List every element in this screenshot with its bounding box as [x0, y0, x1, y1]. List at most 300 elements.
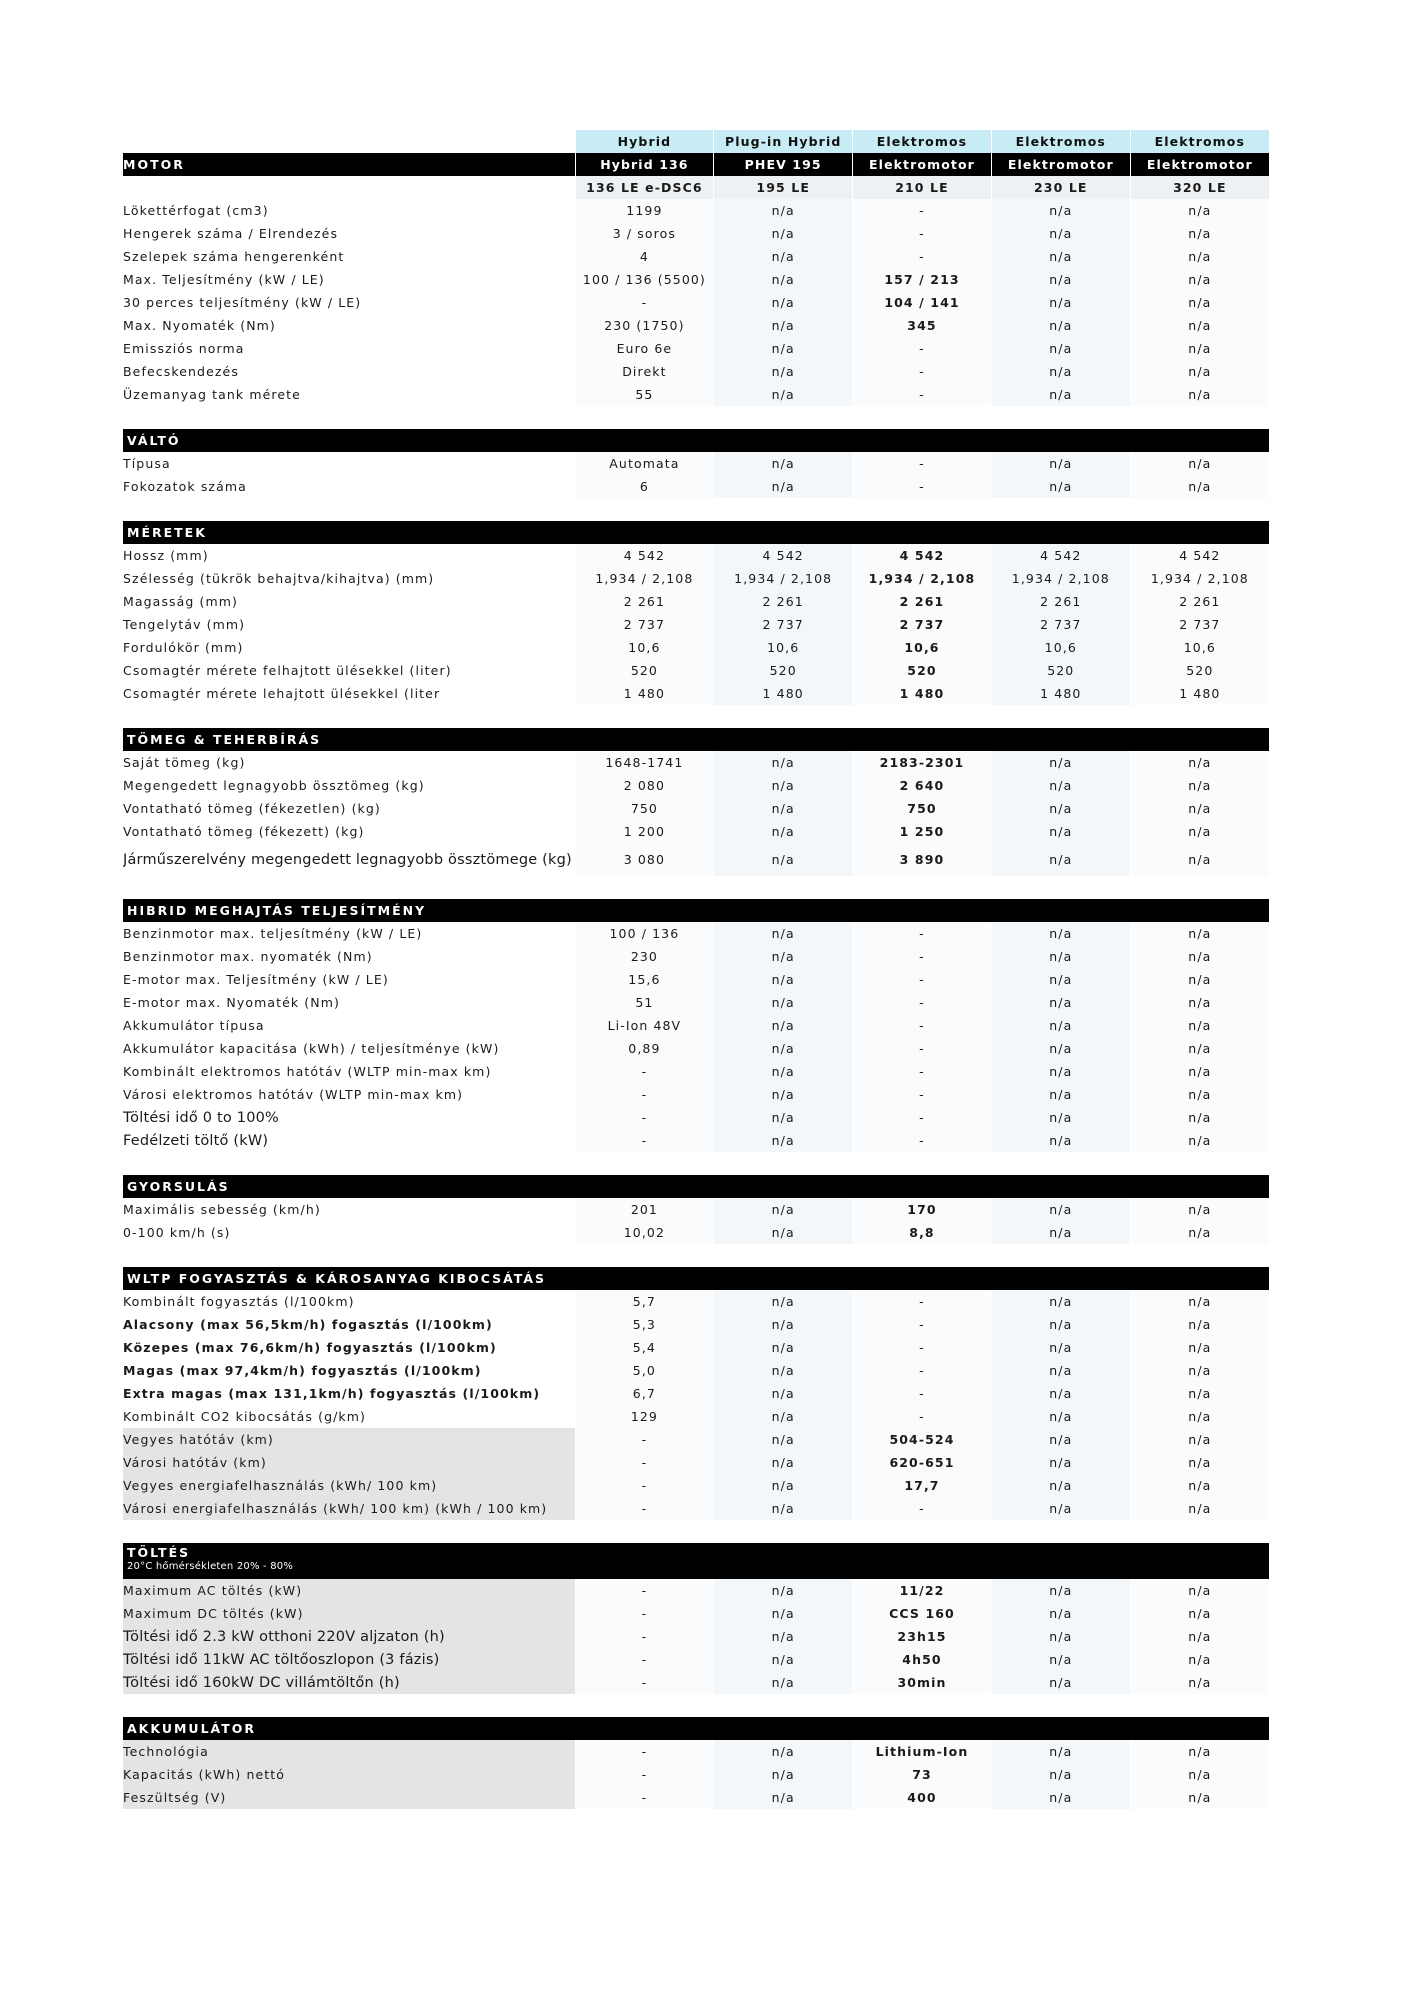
spec-label: Töltési idő 0 to 100% [123, 1109, 280, 1126]
spec-value: n/a [1130, 291, 1269, 314]
spec-value: n/a [714, 291, 853, 314]
spec-value: n/a [991, 314, 1130, 337]
spec-value: 157 / 213 [853, 268, 992, 291]
spec-value: 0,89 [575, 1037, 714, 1060]
spec-label: Tengelytáv (mm) [123, 617, 246, 632]
spec-value: 2 737 [853, 613, 992, 636]
spec-value: 6 [575, 475, 714, 498]
spec-value: 1199 [575, 199, 714, 222]
spec-value: n/a [1130, 751, 1269, 774]
section-spacer [123, 1244, 1269, 1267]
spec-value: n/a [714, 1290, 853, 1313]
spec-value: 10,02 [575, 1221, 714, 1244]
spec-value: 17,7 [853, 1474, 992, 1497]
spec-row [123, 820, 1269, 843]
power-header-blank [123, 176, 575, 199]
spec-value: n/a [991, 383, 1130, 406]
spec-value: 8,8 [853, 1221, 992, 1244]
section-header-cell [123, 1175, 1269, 1198]
spec-value: n/a [991, 1625, 1130, 1648]
spec-value: n/a [1130, 1497, 1269, 1520]
power-header-row [123, 176, 1269, 199]
spec-value: n/a [1130, 199, 1269, 222]
spec-value: 100 / 136 [575, 922, 714, 945]
category-cell: Elektromos [1130, 130, 1269, 153]
section-header [123, 429, 1269, 452]
spec-row [123, 360, 1269, 383]
spec-row [123, 1428, 1269, 1451]
spec-label: Max. Nyomaték (Nm) [123, 318, 276, 333]
spec-label: Fordulókör (mm) [123, 640, 244, 655]
section-header-cell [123, 899, 1269, 922]
spec-value: n/a [991, 991, 1130, 1014]
spec-value: n/a [714, 1382, 853, 1405]
spec-label: 30 perces teljesítmény (kW / LE) [123, 295, 362, 310]
spec-value: n/a [714, 1060, 853, 1083]
spec-value: n/a [1130, 245, 1269, 268]
section-header [123, 1543, 1269, 1579]
spec-row [123, 590, 1269, 613]
specification-table-body [123, 130, 1269, 1809]
model-header-row [123, 153, 1269, 176]
spec-value: - [853, 1313, 992, 1336]
spec-value: n/a [991, 199, 1130, 222]
spec-label: E-motor max. Nyomaték (Nm) [123, 995, 340, 1010]
spec-row [123, 1625, 1269, 1648]
spec-value: 73 [853, 1763, 992, 1786]
spec-value: n/a [714, 1474, 853, 1497]
spec-value: Automata [575, 452, 714, 475]
spec-value: n/a [1130, 1037, 1269, 1060]
spec-value: - [575, 1602, 714, 1625]
spec-label: Hengerek száma / Elrendezés [123, 226, 339, 241]
spec-value: 2 261 [714, 590, 853, 613]
spec-value: - [853, 475, 992, 498]
spec-value: 5,7 [575, 1290, 714, 1313]
spec-value: n/a [1130, 1198, 1269, 1221]
spec-value: n/a [1130, 820, 1269, 843]
spec-row [123, 268, 1269, 291]
spec-value: n/a [991, 1106, 1130, 1129]
category-cell: Elektromos [991, 130, 1130, 153]
spec-value: 2 640 [853, 774, 992, 797]
spec-value: - [853, 245, 992, 268]
spec-value: 2 737 [714, 613, 853, 636]
spec-value: 3 / soros [575, 222, 714, 245]
spec-row [123, 1497, 1269, 1520]
section-header-cell [123, 1717, 1269, 1740]
spec-value: n/a [1130, 1313, 1269, 1336]
spec-row [123, 452, 1269, 475]
spec-value: - [853, 452, 992, 475]
spec-value: 10,6 [575, 636, 714, 659]
spec-label: Vontatható tömeg (fékezett) (kg) [123, 824, 365, 839]
spec-value: - [575, 1625, 714, 1648]
spec-value: n/a [714, 1405, 853, 1428]
category-cell: Plug-in Hybrid [714, 130, 853, 153]
spec-value: n/a [714, 1648, 853, 1671]
section-spacer [123, 1152, 1269, 1175]
spec-value: - [575, 1129, 714, 1152]
spec-label: Városi elektromos hatótáv (WLTP min-max km) [123, 1087, 464, 1102]
spec-value: 1 250 [853, 820, 992, 843]
spec-value: 5,4 [575, 1336, 714, 1359]
spec-value: n/a [991, 222, 1130, 245]
spec-row [123, 245, 1269, 268]
spec-value: 4 542 [853, 544, 992, 567]
spec-value: 170 [853, 1198, 992, 1221]
spec-value: - [575, 1579, 714, 1602]
spec-value: n/a [1130, 968, 1269, 991]
spec-value: n/a [714, 1579, 853, 1602]
spec-value: n/a [714, 1451, 853, 1474]
spec-value: 520 [991, 659, 1130, 682]
spec-label: Maximum AC töltés (kW) [123, 1579, 575, 1602]
spec-label: Közepes (max 76,6km/h) fogyasztás (l/100km) [123, 1340, 497, 1355]
spec-label: Akkumulátor kapacitása (kWh) / teljesítménye (kW) [123, 1041, 500, 1056]
spec-value: 4 542 [991, 544, 1130, 567]
spec-value: n/a [714, 797, 853, 820]
section-header-cell [123, 728, 1269, 751]
spec-value: 3 080 [575, 843, 714, 876]
section-spacer [123, 876, 1269, 899]
spec-value: 10,6 [714, 636, 853, 659]
spec-label: Kombinált fogyasztás (l/100km) [123, 1294, 355, 1309]
spec-label: Megengedett legnagyobb össztömeg (kg) [123, 778, 425, 793]
spec-row [123, 1336, 1269, 1359]
spec-value: n/a [714, 1671, 853, 1694]
spec-value: n/a [991, 1763, 1130, 1786]
spec-value: n/a [1130, 475, 1269, 498]
spec-value: 104 / 141 [853, 291, 992, 314]
spec-value: Lithium-Ion [853, 1740, 992, 1763]
model-cell: Hybrid 136 [575, 153, 714, 176]
spec-value: n/a [991, 968, 1130, 991]
spec-value: 750 [853, 797, 992, 820]
section-spacer-cell [123, 1152, 1269, 1175]
spec-value: - [853, 1290, 992, 1313]
spec-value: n/a [991, 1428, 1130, 1451]
spec-value: n/a [714, 1129, 853, 1152]
spec-value: n/a [1130, 314, 1269, 337]
spec-row [123, 659, 1269, 682]
spec-value: n/a [1130, 452, 1269, 475]
specification-table [123, 130, 1269, 1809]
spec-value: 100 / 136 (5500) [575, 268, 714, 291]
spec-value: - [575, 1451, 714, 1474]
spec-value: 520 [853, 659, 992, 682]
spec-value: n/a [1130, 1625, 1269, 1648]
spec-label: E-motor max. Teljesítmény (kW / LE) [123, 972, 389, 987]
spec-label: Max. Teljesítmény (kW / LE) [123, 272, 325, 287]
spec-row [123, 968, 1269, 991]
spec-value: n/a [1130, 1451, 1269, 1474]
spec-label: Benzinmotor max. teljesítmény (kW / LE) [123, 926, 423, 941]
spec-row [123, 1451, 1269, 1474]
section-title: WLTP FOGYASZTÁS & KÁROSANYAG KIBOCSÁTÁS [127, 1271, 547, 1286]
spec-value: 10,6 [991, 636, 1130, 659]
spec-value: n/a [714, 1037, 853, 1060]
spec-value: n/a [991, 751, 1130, 774]
spec-value: n/a [991, 1451, 1130, 1474]
spec-value: n/a [714, 1083, 853, 1106]
section-spacer-cell [123, 406, 1269, 429]
category-cell: Hybrid [575, 130, 714, 153]
section-header [123, 521, 1269, 544]
section-spacer-cell [123, 1520, 1269, 1543]
spec-value: n/a [1130, 1221, 1269, 1244]
category-header-row [123, 130, 1269, 153]
spec-value: 620-651 [853, 1451, 992, 1474]
spec-value: n/a [991, 1740, 1130, 1763]
spec-value: - [853, 337, 992, 360]
section-subtitle: 20°C hőmérsékleten 20% - 80% [127, 1561, 294, 1572]
model-cell: Elektromotor [991, 153, 1130, 176]
spec-value: n/a [991, 1405, 1130, 1428]
spec-value: n/a [714, 1497, 853, 1520]
spec-value: 750 [575, 797, 714, 820]
section-spacer-cell [123, 498, 1269, 521]
spec-row [123, 1221, 1269, 1244]
spec-value: 1 480 [714, 682, 853, 705]
spec-row [123, 1763, 1269, 1786]
spec-value: n/a [991, 475, 1130, 498]
spec-row [123, 544, 1269, 567]
spec-value: n/a [991, 1037, 1130, 1060]
spec-value: n/a [1130, 1763, 1269, 1786]
spec-value: n/a [1130, 1382, 1269, 1405]
section-title: HIBRID MEGHAJTÁS TELJESÍTMÉNY [127, 903, 427, 918]
spec-value: 1 480 [853, 682, 992, 705]
spec-value: 2 261 [575, 590, 714, 613]
spec-value: n/a [714, 1359, 853, 1382]
spec-value: n/a [991, 1198, 1130, 1221]
spec-value: 55 [575, 383, 714, 406]
spec-value: n/a [714, 314, 853, 337]
power-cell: 320 LE [1130, 176, 1269, 199]
spec-value: n/a [714, 843, 853, 876]
spec-row [123, 291, 1269, 314]
spec-value: n/a [1130, 1671, 1269, 1694]
spec-value: 1,934 / 2,108 [714, 567, 853, 590]
spec-value: 230 [575, 945, 714, 968]
spec-row [123, 991, 1269, 1014]
spec-value: - [853, 1037, 992, 1060]
spec-label: Töltési idő 11kW AC töltőoszlopon (3 fázis) [123, 1648, 575, 1671]
section-spacer [123, 1694, 1269, 1717]
spec-label: Feszültség (V) [123, 1786, 575, 1809]
spec-value: - [575, 1763, 714, 1786]
spec-value: 51 [575, 991, 714, 1014]
spec-row [123, 751, 1269, 774]
spec-label: Alacsony (max 56,5km/h) fogasztás (l/100km) [123, 1317, 493, 1332]
spec-row [123, 636, 1269, 659]
section-spacer [123, 1520, 1269, 1543]
spec-value: - [575, 291, 714, 314]
spec-value: n/a [991, 337, 1130, 360]
spec-label: Típusa [123, 456, 171, 471]
spec-value: n/a [714, 1625, 853, 1648]
spec-value: n/a [991, 1602, 1130, 1625]
section-spacer-cell [123, 1694, 1269, 1717]
spec-label: Fedélzeti töltő (kW) [123, 1132, 269, 1149]
spec-row [123, 199, 1269, 222]
spec-value: 1,934 / 2,108 [575, 567, 714, 590]
spec-row [123, 1129, 1269, 1152]
spec-value: 2 080 [575, 774, 714, 797]
spec-value: 1 480 [991, 682, 1130, 705]
spec-row [123, 1290, 1269, 1313]
spec-value: n/a [991, 1359, 1130, 1382]
spec-value: 1,934 / 2,108 [991, 567, 1130, 590]
spec-value: n/a [1130, 1290, 1269, 1313]
spec-value: n/a [714, 337, 853, 360]
spec-value: - [853, 1083, 992, 1106]
spec-value: n/a [1130, 1602, 1269, 1625]
spec-value: n/a [1130, 1083, 1269, 1106]
spec-value: - [575, 1060, 714, 1083]
spec-value: 23h15 [853, 1625, 992, 1648]
spec-value: 520 [575, 659, 714, 682]
spec-value: n/a [1130, 1648, 1269, 1671]
spec-value: n/a [714, 774, 853, 797]
spec-row [123, 922, 1269, 945]
spec-value: n/a [991, 1129, 1130, 1152]
spec-value: n/a [991, 1497, 1130, 1520]
spec-value: 6,7 [575, 1382, 714, 1405]
spec-value: - [575, 1474, 714, 1497]
spec-value: n/a [991, 1382, 1130, 1405]
spec-row [123, 1198, 1269, 1221]
spec-label: Magas (max 97,4km/h) fogyasztás (l/100km) [123, 1363, 482, 1378]
spec-row [123, 567, 1269, 590]
spec-label: Vegyes hatótáv (km) [123, 1428, 575, 1451]
spec-label: Szélesség (tükrök behajtva/kihajtva) (mm) [123, 571, 435, 586]
section-title: GYORSULÁS [127, 1179, 230, 1194]
spec-row [123, 222, 1269, 245]
spec-value: n/a [991, 820, 1130, 843]
spec-value: - [853, 199, 992, 222]
spec-label: Technológia [123, 1740, 575, 1763]
section-title: TÖMEG & TEHERBÍRÁS [127, 732, 322, 747]
spec-value: - [853, 1106, 992, 1129]
spec-value: - [853, 1129, 992, 1152]
spec-label: Extra magas (max 131,1km/h) fogyasztás (l/100km) [123, 1386, 541, 1401]
spec-value: 1,934 / 2,108 [853, 567, 992, 590]
model-cell: PHEV 195 [714, 153, 853, 176]
spec-value: n/a [714, 1198, 853, 1221]
section-title: AKKUMULÁTOR [127, 1721, 257, 1736]
spec-row [123, 1014, 1269, 1037]
spec-value: - [853, 1336, 992, 1359]
spec-value: - [575, 1740, 714, 1763]
spec-value: n/a [714, 383, 853, 406]
spec-label: Hossz (mm) [123, 548, 209, 563]
spec-value: n/a [1130, 1579, 1269, 1602]
spec-value: n/a [991, 452, 1130, 475]
spec-value: 201 [575, 1198, 714, 1221]
spec-row [123, 383, 1269, 406]
spec-value: n/a [991, 945, 1130, 968]
spec-value: n/a [714, 1313, 853, 1336]
spec-label: Szelepek száma hengerenként [123, 249, 345, 264]
spec-value: n/a [714, 452, 853, 475]
section-header-cell [123, 429, 1269, 452]
spec-value: n/a [991, 268, 1130, 291]
spec-value: n/a [1130, 1740, 1269, 1763]
spec-value: n/a [991, 1290, 1130, 1313]
spec-value: 520 [1130, 659, 1269, 682]
spec-value: 10,6 [853, 636, 992, 659]
spec-value: - [853, 1014, 992, 1037]
spec-value: n/a [991, 922, 1130, 945]
spec-value: - [853, 945, 992, 968]
spec-value: n/a [1130, 797, 1269, 820]
power-cell: 195 LE [714, 176, 853, 199]
spec-value: 10,6 [1130, 636, 1269, 659]
spec-value: n/a [714, 1106, 853, 1129]
spec-value: n/a [991, 1313, 1130, 1336]
spec-value: - [575, 1648, 714, 1671]
spec-label: Kombinált elektromos hatótáv (WLTP min-max km) [123, 1064, 492, 1079]
section-spacer [123, 705, 1269, 728]
spec-label: Városi energiafelhasználás (kWh/ 100 km) (kWh / 100 km) [123, 1497, 575, 1520]
spec-label: Üzemanyag tank mérete [123, 387, 301, 402]
spec-value: n/a [714, 268, 853, 291]
spec-label: Lökettérfogat (cm3) [123, 203, 269, 218]
section-header-cell [123, 1543, 1269, 1579]
spec-value: 129 [575, 1405, 714, 1428]
spec-value: n/a [714, 1602, 853, 1625]
spec-value: n/a [991, 843, 1130, 876]
spec-value: Euro 6e [575, 337, 714, 360]
spec-value: n/a [1130, 268, 1269, 291]
spec-label: Járműszerelvény megengedett legnagyobb össztömege (kg) [123, 851, 572, 868]
spec-value: n/a [1130, 1129, 1269, 1152]
spec-value: 520 [714, 659, 853, 682]
spec-value: Li-Ion 48V [575, 1014, 714, 1037]
spec-value: - [575, 1497, 714, 1520]
spec-value: CCS 160 [853, 1602, 992, 1625]
spec-value: n/a [991, 291, 1130, 314]
section-title: TÖLTÉS [127, 1545, 191, 1560]
spec-row [123, 1060, 1269, 1083]
section-title: VÁLTÓ [127, 433, 181, 448]
spec-value: n/a [714, 245, 853, 268]
section-title: MÉRETEK [127, 525, 207, 540]
spec-value: - [853, 1060, 992, 1083]
spec-value: n/a [991, 245, 1130, 268]
spec-value: n/a [1130, 360, 1269, 383]
spec-value: n/a [714, 1763, 853, 1786]
spec-row [123, 1602, 1269, 1625]
spec-value: 30min [853, 1671, 992, 1694]
spec-label: Befecskendezés [123, 364, 239, 379]
spec-value: n/a [1130, 991, 1269, 1014]
spec-value: 5,3 [575, 1313, 714, 1336]
spec-value: 1 480 [1130, 682, 1269, 705]
spec-label: Töltési idő 2.3 kW otthoni 220V aljzaton (h) [123, 1625, 575, 1648]
spec-value: n/a [1130, 1474, 1269, 1497]
spec-row [123, 1359, 1269, 1382]
spec-value: n/a [991, 360, 1130, 383]
spec-value: n/a [714, 991, 853, 1014]
spec-value: n/a [714, 922, 853, 945]
spec-value: 504-524 [853, 1428, 992, 1451]
spec-value: n/a [714, 1428, 853, 1451]
spec-row [123, 945, 1269, 968]
section-header [123, 1717, 1269, 1740]
